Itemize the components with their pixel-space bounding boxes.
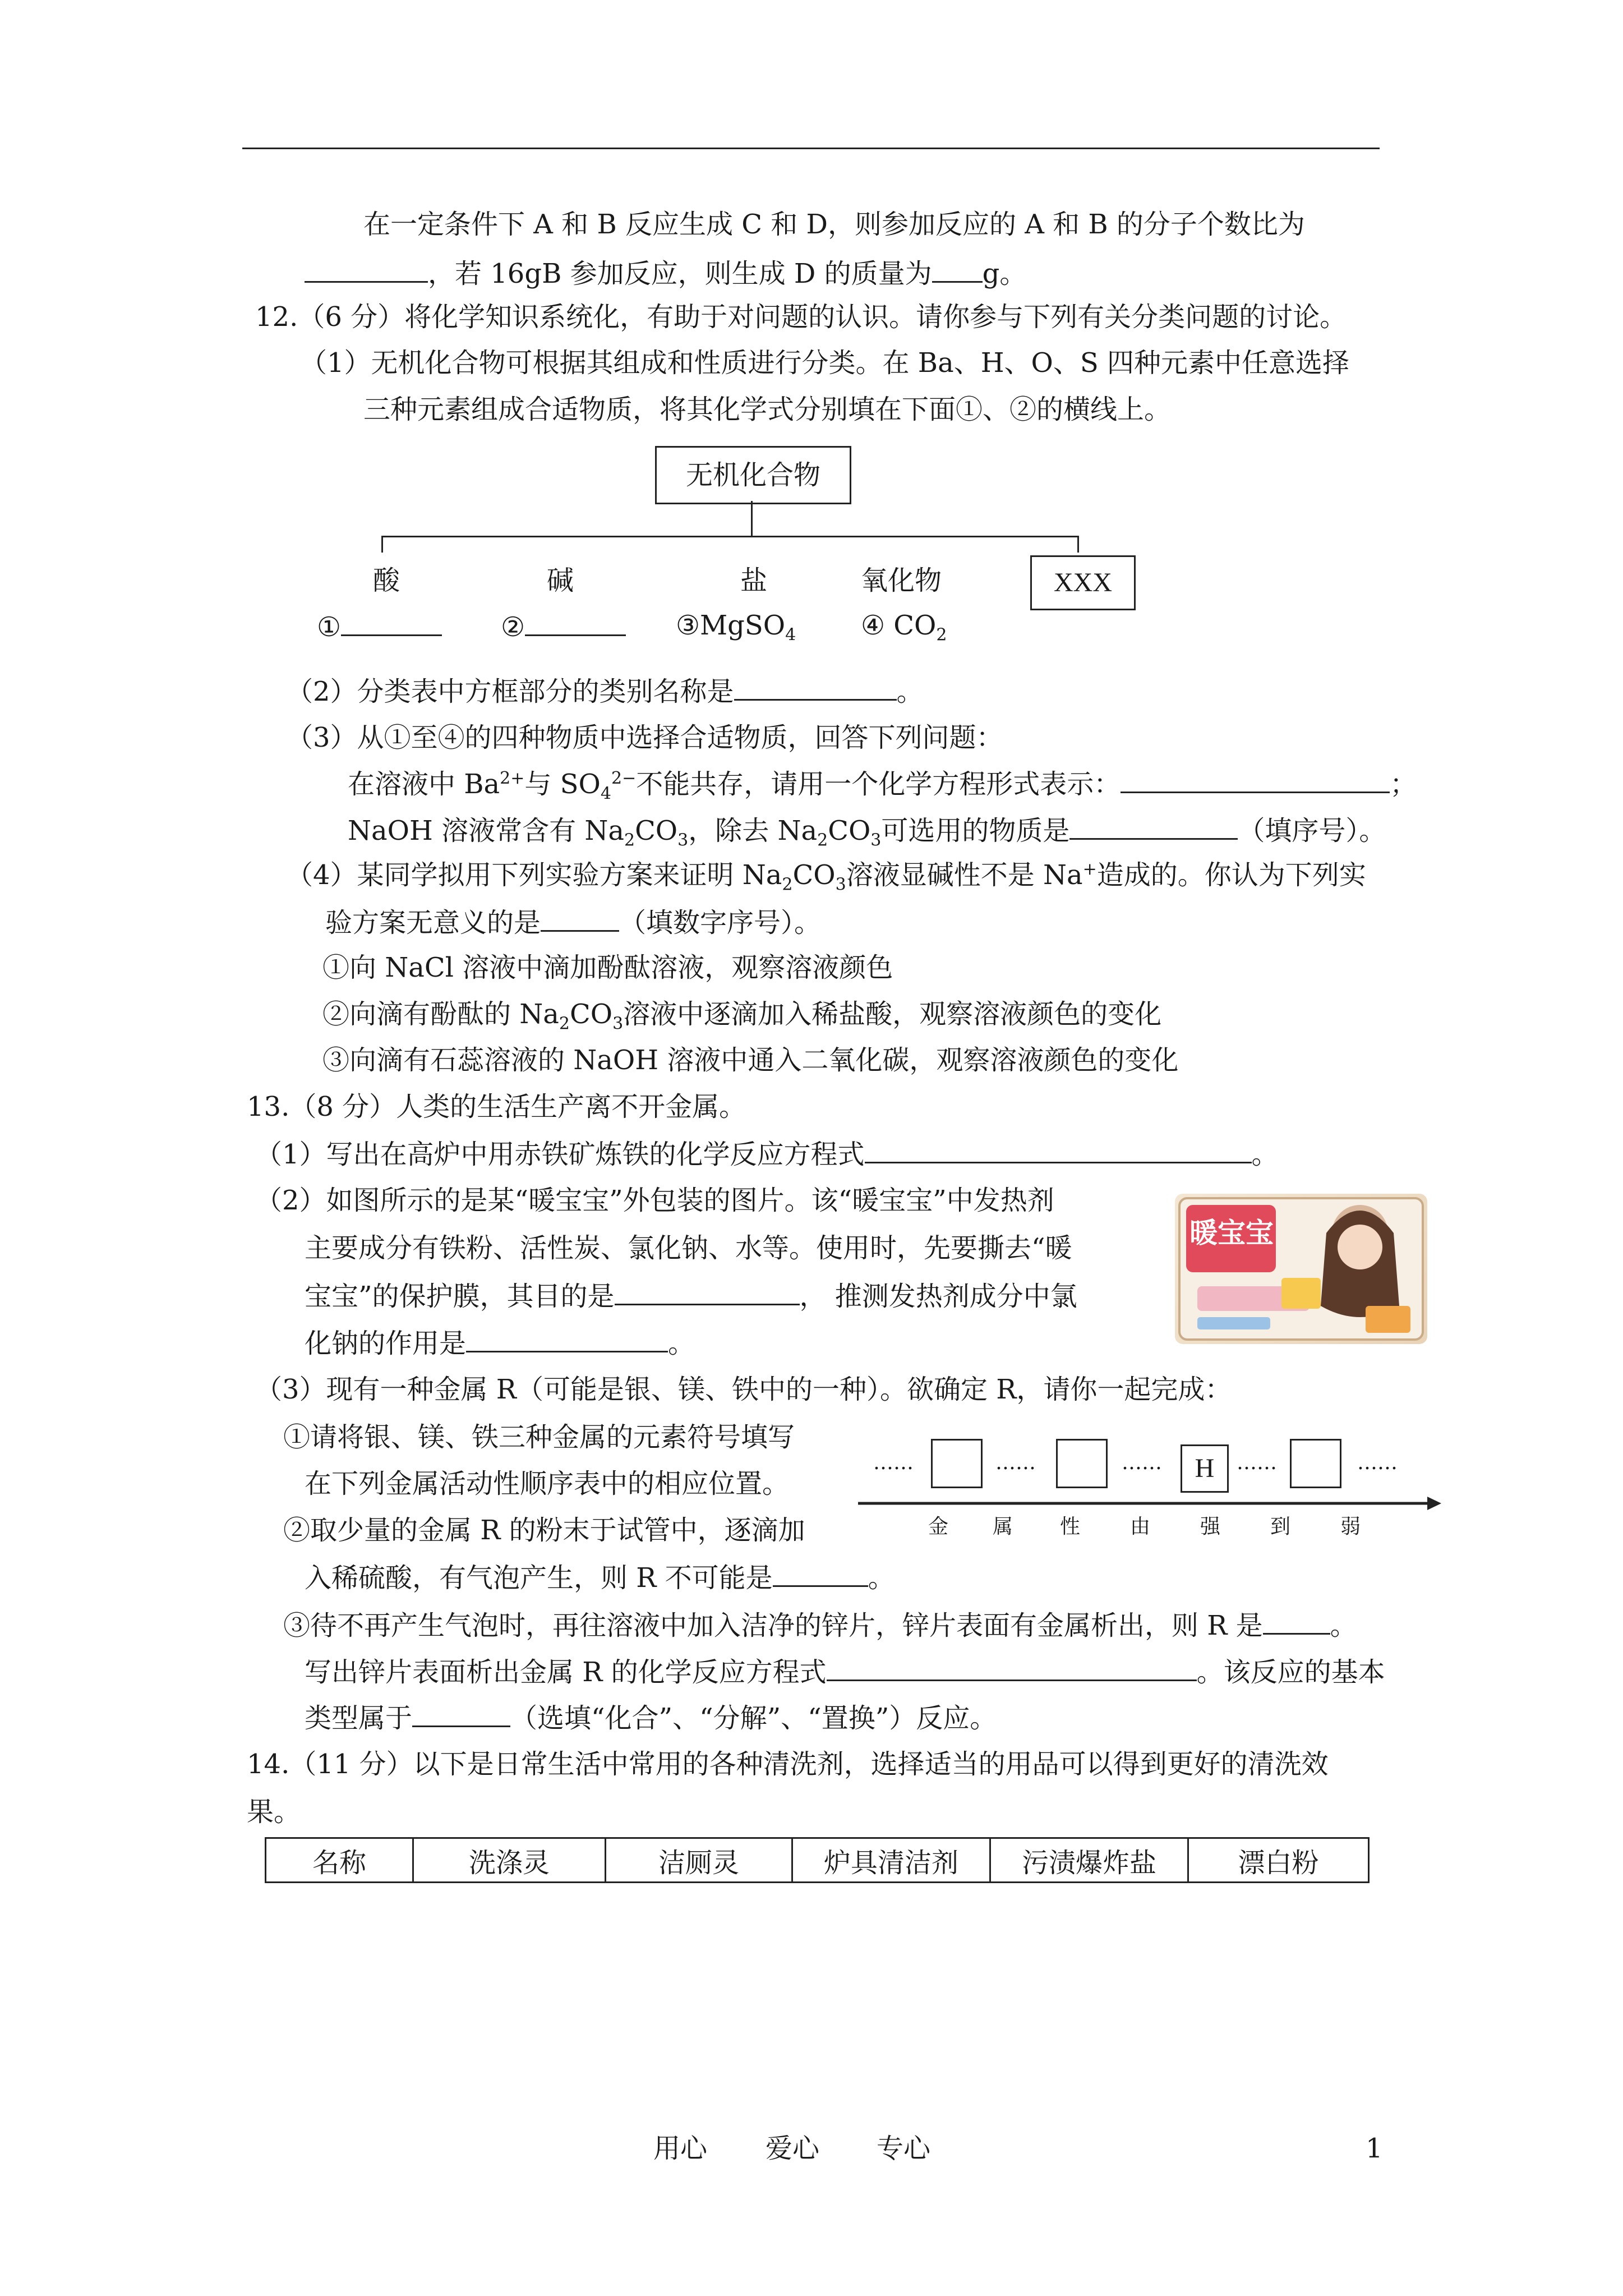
series-h-box (1181, 1444, 1229, 1493)
answer-1: ① (317, 609, 442, 644)
q12-part3-line3: NaOH 溶液常含有 $Na_2CO_3$，除去 $Na_2CO_3$可选用的物质是 （填序号）。 (348, 812, 1386, 848)
q13-part2-line2: 主要成分有铁粉、活性炭、氯化钠、水等。使用时，先要撕去“暖 (305, 1232, 1072, 1264)
q14-line1: 14.（11 分）以下是日常生活中常用的各种清洗剂，选择适当的用品可以得到更好的清洗效 (247, 1749, 1329, 1780)
diagram-connector (751, 501, 753, 536)
series-blank-box-1 (931, 1439, 983, 1488)
answer-blank (541, 904, 619, 932)
series-blank-box-3 (1290, 1439, 1341, 1488)
table-header-cell: 名称 (266, 1838, 413, 1883)
diagram-tick (381, 536, 383, 553)
hand-warmer-brand: 暖宝宝 (1189, 1216, 1274, 1249)
series-caption-char: 强 (1200, 1515, 1221, 1538)
q12-option-1: ①向 NaCl 溶液中滴加酚酞溶液，观察溶液颜色 (322, 952, 893, 983)
series-caption-char: 金 (928, 1515, 949, 1538)
q13-part3-3-line1: ③待不再产生气泡时，再往溶液中加入洁净的锌片，锌片表面有金属析出，则 R 是 。 (283, 1607, 1357, 1642)
q12-part3-line1: （3）从①至④的四种物质中选择合适物质，回答下列问题： (286, 722, 1003, 753)
answer-2: ② (501, 609, 626, 644)
series-caption-char: 属 (993, 1515, 1013, 1538)
series-dots: …… (1237, 1451, 1277, 1474)
series-caption-char: 性 (1060, 1515, 1081, 1538)
series-caption-char: 到 (1270, 1515, 1291, 1538)
q12-option-3: ③向滴有石蕊溶液的 NaOH 溶液中通入二氧化碳，观察溶液颜色的变化 (322, 1045, 1179, 1076)
table-row (266, 1838, 1369, 1883)
category-xxx-box (1030, 555, 1136, 610)
answer-blank (1069, 812, 1238, 840)
answer-blank (1121, 766, 1390, 793)
q12-part4-line1: （4）某同学拟用下列实验方案来证明 $Na_2CO_3$溶液显碱性不是 Na+造成的。你认为下列实 (286, 859, 1366, 895)
series-h-label: H (1195, 1453, 1215, 1483)
answer-blank (827, 1654, 1197, 1681)
q13-part3-2-line2: 入稀硫酸，有气泡产生，则 R 不可能是 。 (305, 1559, 895, 1595)
answer-blank (466, 1325, 668, 1352)
cleaner-table (265, 1837, 1370, 1883)
diagram-tick (1077, 536, 1079, 553)
q12-part4-line2: 验方案无意义的是 （填数字序号）。 (325, 904, 821, 940)
q13-title: 13.（8 分）人类的生活生产离不开金属。 (247, 1091, 746, 1122)
diagram-branch-line (381, 536, 1079, 537)
series-arrow (858, 1495, 1441, 1512)
diagram-root-label: 无机化合物 (685, 459, 820, 491)
q13-part1: （1）写出在高炉中用赤铁矿炼铁的化学反应方程式 。 (255, 1136, 1279, 1171)
table-header-cell: 洁厕灵 (606, 1838, 792, 1883)
footer-item: 用心 (653, 2133, 708, 2164)
answer-blank (525, 609, 626, 636)
answer-blank (932, 255, 983, 283)
hand-warmer-image (1175, 1194, 1427, 1344)
answer-3: ③MgSO$_4$ (676, 610, 796, 645)
q12-title: 12.（6 分）将化学知识系统化，有助于对问题的认识。请你参与下列有关分类问题的讨论。 (255, 301, 1347, 333)
answer-blank (865, 1136, 1252, 1163)
answer-blank (305, 255, 428, 283)
q12-part1-line2: 三种元素组成合适物质，将其化学式分别填在下面①、②的横线上。 (363, 394, 1172, 425)
q12-option-2: ②向滴有酚酞的 $Na_2CO_3$溶液中逐滴加入稀盐酸，观察溶液颜色的变化 (322, 999, 1162, 1034)
answer-blank (341, 609, 442, 636)
table-header-cell: 污渍爆炸盐 (990, 1838, 1188, 1883)
series-caption-char: 由 (1130, 1515, 1151, 1538)
q13-part2-line4: 化钠的作用是 。 (305, 1325, 695, 1360)
q12-part1-line1: （1）无机化合物可根据其组成和性质进行分类。在 Ba、H、O、S 四种元素中任意选择 (300, 347, 1350, 379)
series-blank-box-2 (1056, 1439, 1108, 1488)
answer-blank (615, 1278, 800, 1305)
series-dots: …… (873, 1451, 914, 1474)
answer-4: ④ $CO_2$ (861, 610, 947, 645)
category-xxx-label: XXX (1054, 568, 1112, 597)
answer-blank (734, 673, 897, 701)
q13-part3-2-line1: ②取少量的金属 R 的粉末于试管中，逐滴加 (283, 1515, 805, 1546)
q12-part2: （2）分类表中方框部分的类别名称是 。 (286, 673, 924, 708)
series-caption-char: 弱 (1340, 1515, 1361, 1538)
q11-line2: ，若 16gB 参加反应，则生成 D 的质量为 g。 (305, 255, 1026, 291)
series-dots: …… (995, 1451, 1036, 1474)
q13-part2-line1: （2）如图所示的是某“暖宝宝”外包装的图片。该“暖宝宝”中发热剂 (255, 1185, 1054, 1216)
q13-part3-3-line3: 类型属于 （选填“化合”、“分解”、“置换”）反应。 (305, 1700, 997, 1735)
answer-blank (773, 1559, 868, 1587)
q13-part3: （3）现有一种金属 R（可能是银、镁、铁中的一种）。欲确定 R，请你一起完成： (255, 1374, 1232, 1405)
q14-line2: 果。 (247, 1796, 301, 1828)
table-header-cell: 漂白粉 (1188, 1838, 1369, 1883)
series-dots: …… (1357, 1451, 1398, 1474)
category-oxide: 氧化物 (861, 565, 942, 596)
table-header-cell: 炉具清洁剂 (792, 1838, 990, 1883)
table-header-cell: 洗涤灵 (413, 1838, 606, 1883)
q13-part3-1-line1: ①请将银、镁、铁三种金属的元素符号填写 (283, 1421, 795, 1453)
q11-line1: 在一定条件下 A 和 B 反应生成 C 和 D，则参加反应的 A 和 B 的分子个数比为 (363, 209, 1305, 240)
category-base: 碱 (547, 565, 574, 596)
q12-part3-line2: 在溶液中 $Ba^{2+}$与 $SO_4^{2-}$不能共存，请用一个化学方程形式表示： ； (348, 766, 1417, 801)
footer-item: 爱心 (766, 2133, 820, 2164)
category-salt: 盐 (740, 565, 768, 596)
answer-blank (1263, 1607, 1330, 1635)
category-acid: 酸 (373, 565, 400, 596)
diagram-root-box (655, 446, 851, 504)
series-dots: …… (1122, 1451, 1162, 1474)
q13-part3-3-line2: 写出锌片表面析出金属 R 的化学反应方程式 。该反应的基本 (305, 1654, 1385, 1689)
header-rule (242, 148, 1380, 149)
q13-part2-line3: 宝宝”的保护膜，其目的是 ， 推测发热剂成分中氯 (305, 1278, 1077, 1313)
q13-part3-1-line2: 在下列金属活动性顺序表中的相应位置。 (305, 1468, 790, 1499)
page-number: 1 (1366, 2133, 1383, 2164)
footer-item: 专心 (877, 2133, 931, 2164)
answer-blank (412, 1700, 510, 1727)
